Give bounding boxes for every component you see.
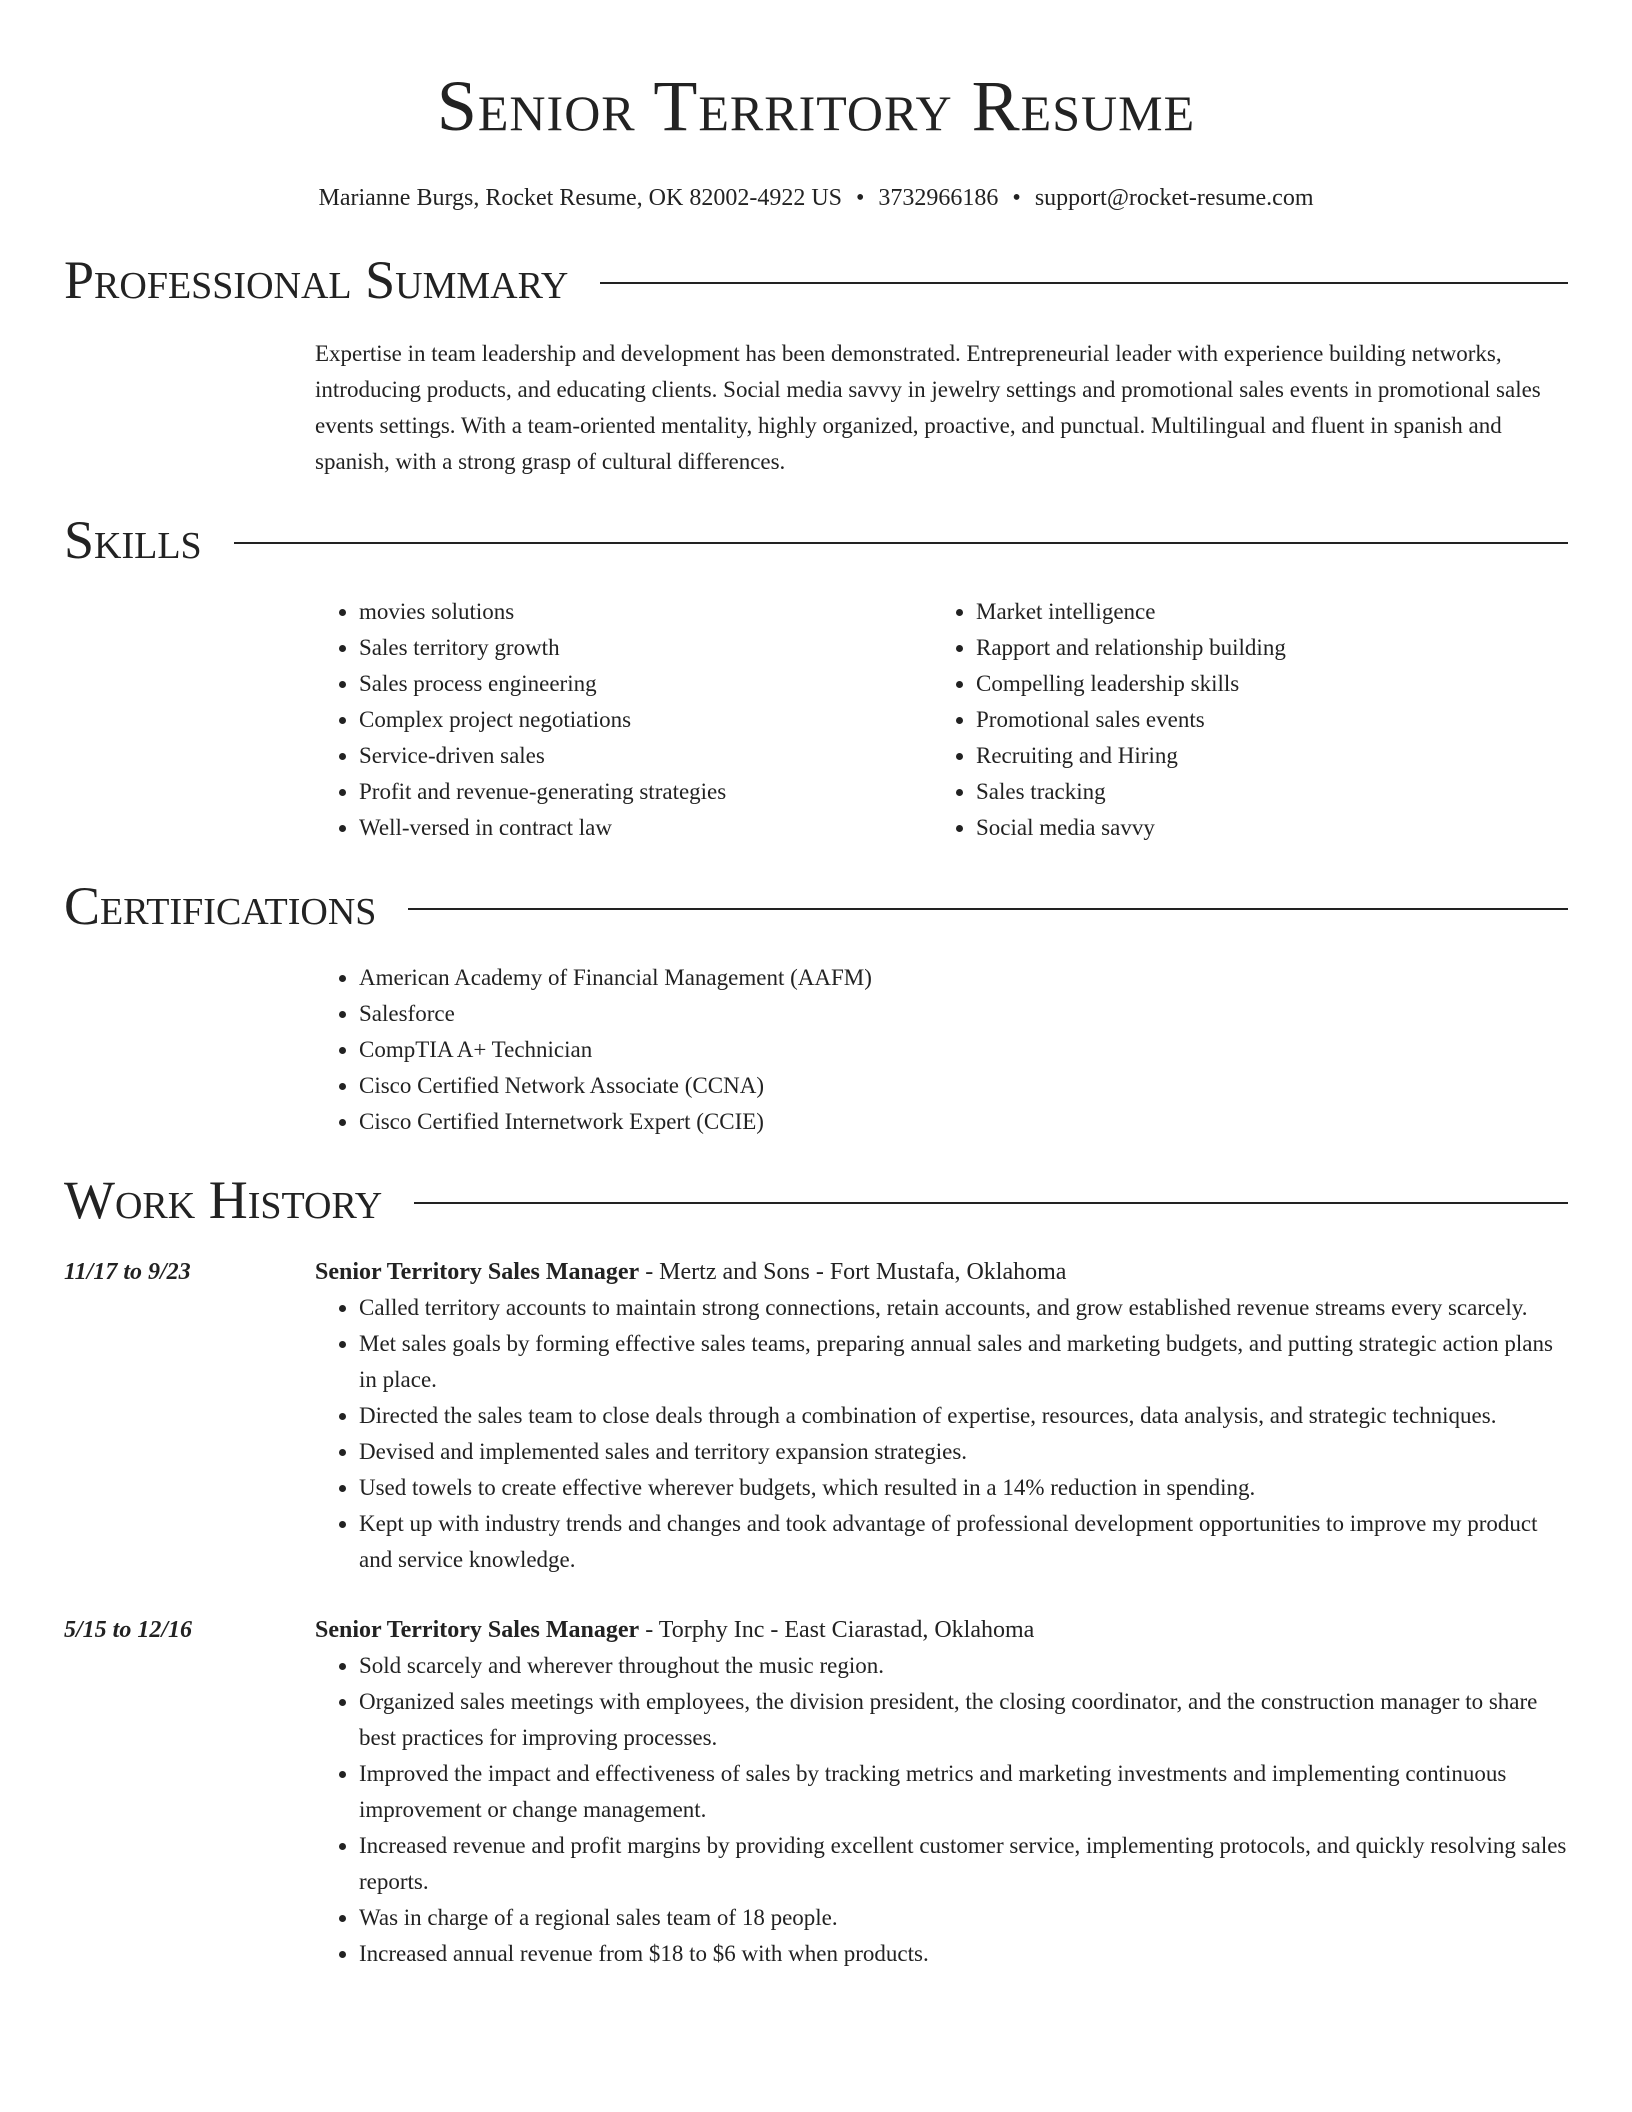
- skills-heading: Skills: [64, 510, 202, 570]
- job-bullet: • Increased annual revenue from $18 to $6 with when products.: [359, 1936, 1568, 1972]
- certification-item: • CompTIA A+ Technician: [359, 1032, 1568, 1068]
- skills-column-left: [315, 594, 932, 846]
- section-divider: [234, 542, 1568, 544]
- job-title: Senior Territory Sales Manager: [315, 1617, 640, 1643]
- work-heading: Work History: [64, 1170, 383, 1230]
- skill-item: • Sales process engineering: [359, 666, 932, 702]
- work-heading-row: [64, 1168, 1568, 1232]
- job-bullet: • Devised and implemented sales and territory expansion strategies.: [359, 1434, 1568, 1470]
- certifications-list: [315, 960, 1568, 1140]
- skills-list-right: [932, 594, 1549, 846]
- skill-item: • Social media savvy: [976, 810, 1549, 846]
- skill-item: • Rapport and relationship building: [976, 630, 1549, 666]
- summary-heading-row: [64, 248, 1568, 312]
- jobs-list: [64, 1254, 1568, 1972]
- skill-item: • Well-versed in contract law: [359, 810, 932, 846]
- job-dates: 11/17 to 9/23: [64, 1259, 191, 1285]
- job-entry: [64, 1254, 1568, 1578]
- section-divider: [414, 1202, 1568, 1204]
- job-bullet-list: [315, 1290, 1568, 1578]
- skill-item: • Service-driven sales: [359, 738, 932, 774]
- job-bullet: • Met sales goals by forming effective sales teams, preparing annual sales and marketing budgets, and putting strategic action plans in place.: [359, 1326, 1568, 1398]
- skill-item: • Sales territory growth: [359, 630, 932, 666]
- skills-grid: [315, 594, 1568, 846]
- resume-page: [64, 60, 1568, 1972]
- certifications-heading: Certifications: [64, 876, 377, 936]
- certification-item: • Cisco Certified Internetwork Expert (CCIE): [359, 1104, 1568, 1140]
- section-divider: [408, 908, 1568, 910]
- resume-title: Senior Territory Resume: [436, 66, 1196, 146]
- job-entry: [64, 1612, 1568, 1972]
- summary-section: [64, 248, 1568, 480]
- certification-item: • American Academy of Financial Management (AAFM): [359, 960, 1568, 996]
- skill-item: • Compelling leadership skills: [976, 666, 1549, 702]
- job-details: [315, 1612, 1568, 1972]
- job-bullet: • Directed the sales team to close deals through a combination of expertise, resources, data analysis, and strategic techniques.: [359, 1398, 1568, 1434]
- job-dates: 5/15 to 12/16: [64, 1617, 193, 1643]
- skills-heading-row: [64, 508, 1568, 572]
- summary-heading: Professional Summary: [64, 250, 569, 310]
- skills-list-left: [315, 594, 932, 846]
- contact-email: support@rocket-resume.com: [1034, 185, 1314, 211]
- certification-item: • Salesforce: [359, 996, 1568, 1032]
- job-heading: [315, 1612, 1568, 1648]
- skill-item: • Market intelligence: [976, 594, 1549, 630]
- contact-separator: •: [1012, 185, 1021, 211]
- job-bullet-list: [315, 1648, 1568, 1972]
- skills-section: [64, 508, 1568, 846]
- certification-item: • Cisco Certified Network Associate (CCNA): [359, 1068, 1568, 1104]
- skill-item: • movies solutions: [359, 594, 932, 630]
- job-title: Senior Territory Sales Manager: [315, 1259, 640, 1285]
- certifications-body: [315, 960, 1568, 1140]
- contact-phone: 3732966186: [878, 185, 999, 211]
- contact-line: [64, 182, 1568, 214]
- job-bullet: • Was in charge of a regional sales team of 18 people.: [359, 1900, 1568, 1936]
- job-bullet: • Kept up with industry trends and changes and took advantage of professional development opportunities to improve my product and service knowledge.: [359, 1506, 1568, 1578]
- job-heading: [315, 1254, 1568, 1290]
- summary-body: [315, 336, 1568, 480]
- skill-item: • Recruiting and Hiring: [976, 738, 1549, 774]
- job-bullet: • Increased revenue and profit margins by providing excellent customer service, implementing protocols, and quickly resolving sales reports.: [359, 1828, 1568, 1900]
- summary-text: Expertise in team leadership and development has been demonstrated. Entrepreneurial leader with experience building networks, introducing products, and educating clients. Social media savvy in jewelry settings and promotional sales events in promotional sales events settings. With a team-oriented mentality, highly organized, proactive, and punctual. Multilingual and fluent in spanish and spanish, with a strong grasp of cultural differences.: [315, 341, 1541, 474]
- work-history-section: [64, 1168, 1568, 1972]
- skill-item: • Profit and revenue-generating strategies: [359, 774, 932, 810]
- job-bullet: • Called territory accounts to maintain strong connections, retain accounts, and grow established revenue streams every scarcely.: [359, 1290, 1568, 1326]
- skill-item: • Complex project negotiations: [359, 702, 932, 738]
- skill-item: • Sales tracking: [976, 774, 1549, 810]
- job-details: [315, 1254, 1568, 1578]
- certifications-heading-row: [64, 874, 1568, 938]
- contact-address: Marianne Burgs, Rocket Resume, OK 82002-4922 US: [318, 185, 842, 211]
- job-bullet: • Improved the impact and effectiveness of sales by tracking metrics and marketing investments and implementing continuous improvement or change management.: [359, 1756, 1568, 1828]
- skill-item: • Promotional sales events: [976, 702, 1549, 738]
- section-divider: [600, 282, 1568, 284]
- job-company-location: - Mertz and Sons - Fort Mustafa, Oklahoma: [639, 1259, 1067, 1285]
- job-bullet: • Used towels to create effective wherever budgets, which resulted in a 14% reduction in spending.: [359, 1470, 1568, 1506]
- job-bullet: • Sold scarcely and wherever throughout the music region.: [359, 1648, 1568, 1684]
- skills-column-right: [932, 594, 1549, 846]
- job-bullet: • Organized sales meetings with employees, the division president, the closing coordinator, and the construction manager to share best practices for improving processes.: [359, 1684, 1568, 1756]
- job-company-location: - Torphy Inc - East Ciarastad, Oklahoma: [639, 1617, 1035, 1643]
- certifications-section: [64, 874, 1568, 1140]
- contact-separator: •: [856, 185, 865, 211]
